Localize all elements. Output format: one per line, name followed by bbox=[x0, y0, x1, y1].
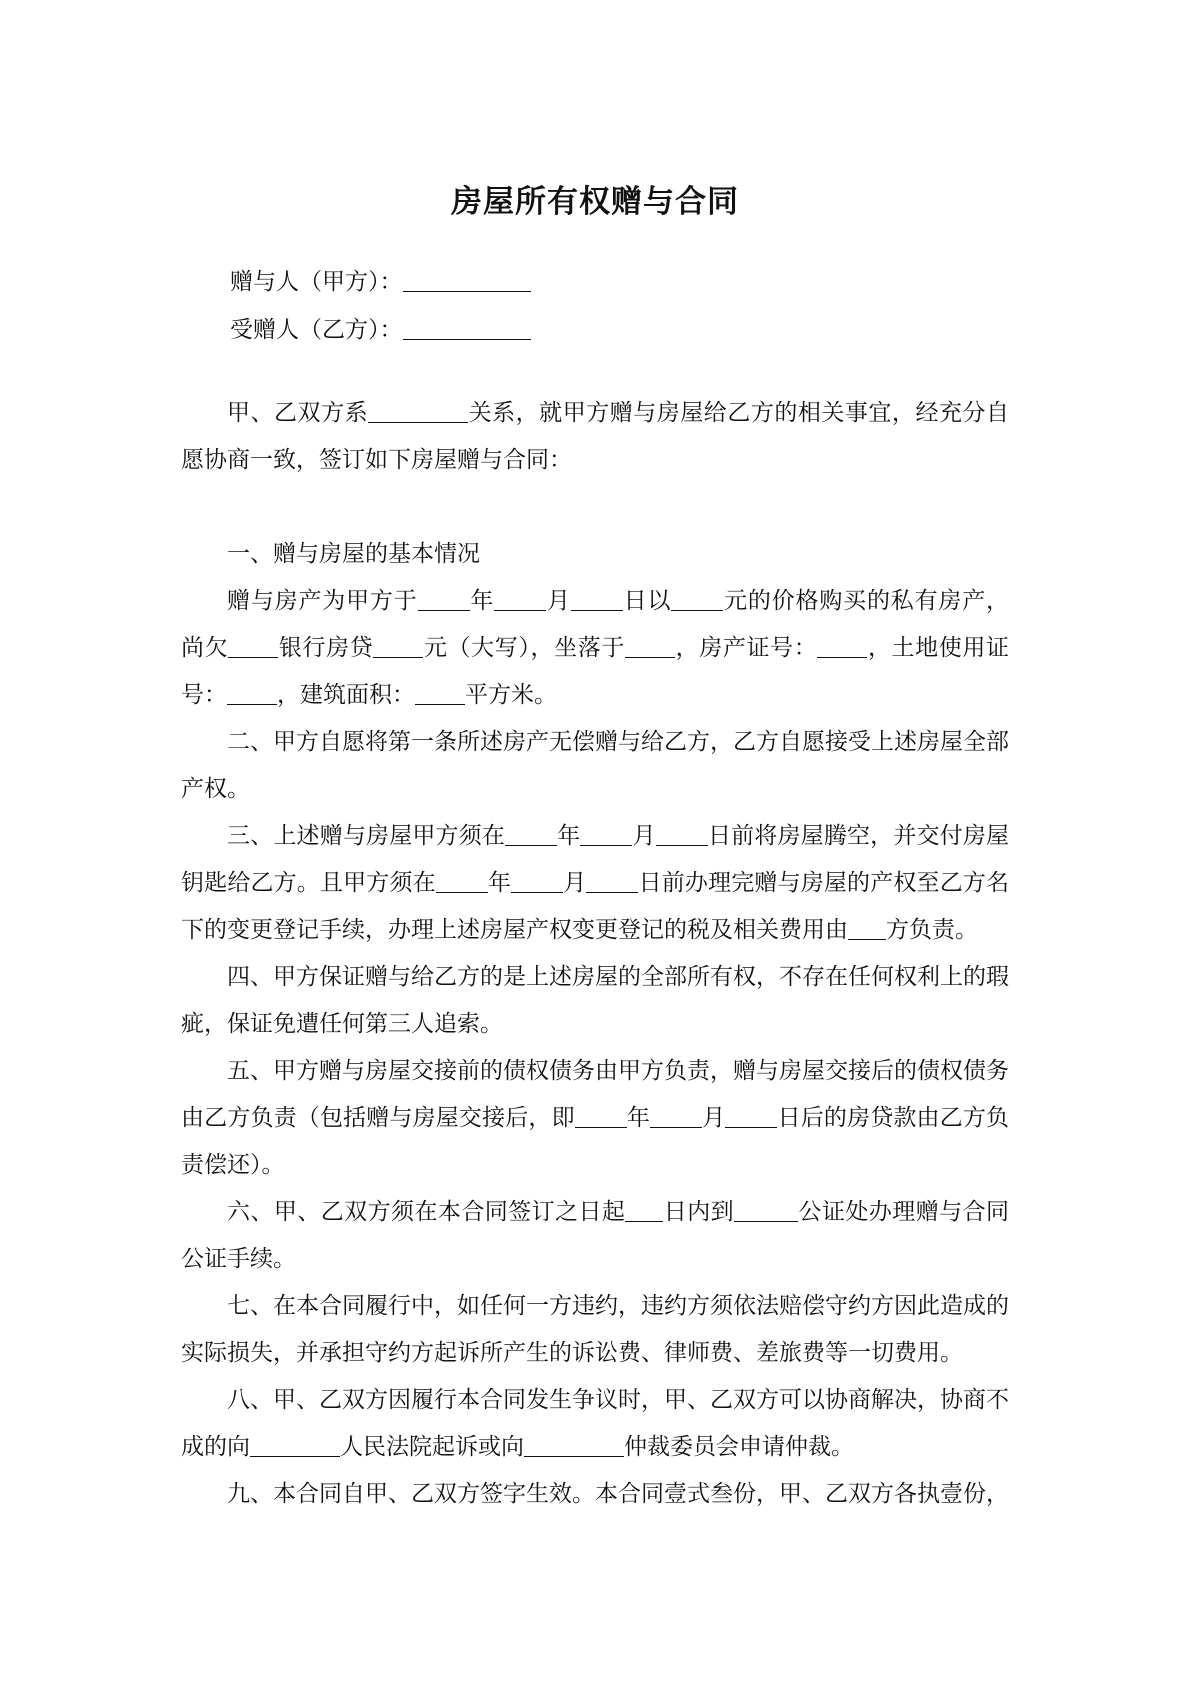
clause-5: 五、甲方赠与房屋交接前的债权债务由甲方负责，赠与房屋交接后的债权债务由乙方负责（包括赠与房屋交接后，即 年 月 日后的房贷款由乙方负责偿还）。 bbox=[181, 1058, 1010, 1178]
donee-label: 受赠人（乙方）： bbox=[230, 317, 403, 343]
donee-blank[interactable] bbox=[403, 316, 531, 340]
notary-blank[interactable] bbox=[734, 1198, 798, 1222]
register-month-blank[interactable] bbox=[511, 869, 563, 893]
section1-heading: 一、赠与房屋的基本情况 bbox=[227, 541, 480, 567]
donor-blank[interactable] bbox=[403, 268, 531, 292]
register-year-blank[interactable] bbox=[436, 869, 488, 893]
court-blank[interactable] bbox=[250, 1433, 340, 1457]
relationship-blank[interactable] bbox=[368, 399, 468, 423]
clause-2: 二、甲方自愿将第一条所述房产无偿赠与给乙方，乙方自愿接受上述房屋全部产权。 bbox=[181, 729, 1009, 802]
donor-label: 赠与人（甲方）： bbox=[230, 269, 403, 295]
register-day-blank[interactable] bbox=[586, 869, 638, 893]
clause-8: 八、甲、乙双方因履行本合同发生争议时，甲、乙双方可以协商解决，协商不成的向 人民法院起诉或向 仲裁委员会申请仲裁。 bbox=[181, 1387, 1009, 1460]
clause-6: 六、甲、乙双方须在本合同签订之日起 日内到 公证处办理赠与合同公证手续。 bbox=[181, 1199, 1010, 1272]
vacate-month-blank[interactable] bbox=[580, 822, 632, 846]
intro-paragraph: 甲、乙双方系 关系，就甲方赠与房屋给乙方的相关事宜，经充分自愿协商一致，签订如下房屋赠与合同： bbox=[181, 400, 1010, 473]
clause-9: 九、本合同自甲、乙双方签字生效。本合同壹式叁份，甲、乙双方各执壹份， bbox=[227, 1481, 1009, 1507]
donee-line bbox=[230, 310, 531, 350]
clause-4: 四、甲方保证赠与给乙方的是上述房屋的全部所有权，不存在任何权利上的瑕疵，保证免遭任何第三人追索。 bbox=[181, 964, 1009, 1037]
clause-7: 七、在本合同履行中，如任何一方违约，违约方须依法赔偿守约方因此造成的实际损失，并承担守约方起诉所产生的诉讼费、律师费、差旅费等一切费用。 bbox=[181, 1293, 1009, 1366]
vacate-year-blank[interactable] bbox=[505, 822, 557, 846]
price-blank[interactable] bbox=[671, 587, 723, 611]
area-blank[interactable] bbox=[415, 681, 465, 705]
document-title: 房屋所有权赠与合同 bbox=[451, 184, 739, 220]
handover-year-blank[interactable] bbox=[575, 1104, 627, 1128]
contract-body bbox=[181, 390, 1009, 1518]
clause-1: 赠与房产为甲方于 年 月 日以 元的价格购买的私有房产，尚欠 银行房贷 元（大写），坐落于 ，房产证号： ，土地使用证号： ，建筑面积： 平方米。 bbox=[181, 588, 1010, 708]
bank-blank[interactable] bbox=[228, 634, 278, 658]
donor-line bbox=[230, 262, 531, 302]
location-blank[interactable] bbox=[625, 634, 675, 658]
handover-month-blank[interactable] bbox=[650, 1104, 702, 1128]
land-cert-blank[interactable] bbox=[227, 681, 277, 705]
fee-party-blank[interactable] bbox=[848, 916, 886, 940]
property-cert-blank[interactable] bbox=[817, 634, 867, 658]
arbitration-blank[interactable] bbox=[524, 1433, 624, 1457]
purchase-year-blank[interactable] bbox=[418, 587, 470, 611]
clause-3: 三、上述赠与房屋甲方须在 年 月 日前将房屋腾空，并交付房屋钥匙给乙方。且甲方须在 年 月 日前办理完赠与房屋的产权至乙方名下的变更登记手续，办理上述房屋产权变更登记的税及相关费用由 方负责。 bbox=[181, 823, 1010, 943]
days-blank[interactable] bbox=[625, 1198, 663, 1222]
vacate-day-blank[interactable] bbox=[656, 822, 708, 846]
loan-amount-blank[interactable] bbox=[373, 634, 423, 658]
purchase-day-blank[interactable] bbox=[571, 587, 623, 611]
purchase-month-blank[interactable] bbox=[494, 587, 546, 611]
handover-day-blank[interactable] bbox=[725, 1104, 777, 1128]
